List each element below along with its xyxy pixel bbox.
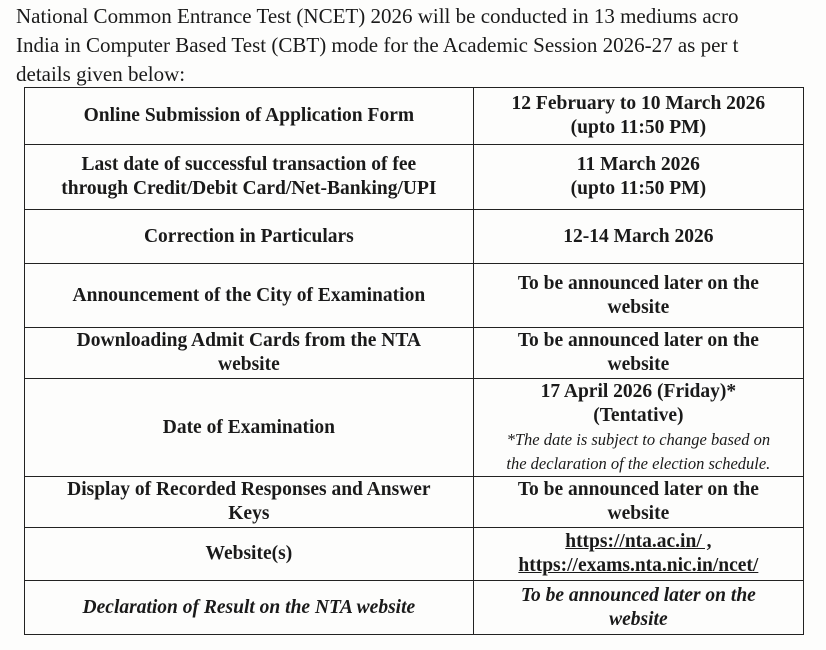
website-link-nta[interactable]: https://nta.ac.in/ , [565, 531, 712, 552]
date-value: 11 March 2026 [576, 154, 700, 175]
event-label: Keys [228, 503, 270, 524]
intro-paragraph [16, 2, 826, 89]
date-value: (Tentative) [593, 404, 684, 426]
date-cell [473, 328, 803, 379]
table-row [25, 581, 804, 635]
date-value: website [607, 296, 670, 318]
date-footnote: the declaration of the election schedule. [506, 453, 771, 473]
date-cell [473, 477, 803, 528]
table-row [25, 210, 804, 264]
event-cell [25, 88, 474, 145]
date-value: website [607, 354, 670, 375]
event-cell [25, 145, 474, 210]
date-value: 12-14 March 2026 [563, 225, 714, 247]
date-value: (upto 11:50 PM) [570, 178, 707, 199]
event-cell [25, 328, 474, 379]
table-row [25, 528, 804, 581]
event-cell [25, 210, 474, 264]
table-row [25, 477, 804, 528]
event-label: through Credit/Debit Card/Net-Banking/UPI [61, 178, 437, 199]
date-cell [473, 210, 803, 264]
date-footnote: *The date is subject to change based on [506, 429, 771, 449]
table-row [25, 379, 804, 477]
date-cell [473, 88, 803, 145]
date-value: 12 February to 10 March 2026 [511, 93, 766, 114]
event-label: Declaration of Result on the NTA website [82, 596, 416, 618]
date-cell [473, 145, 803, 210]
date-value: To be announced later on the [517, 272, 759, 294]
intro-line: India in Computer Based Test (CBT) mode for the Academic Session 2026-27 as per t [16, 33, 739, 57]
event-label: Date of Examination [162, 416, 335, 438]
event-label: website [217, 354, 280, 375]
event-cell [25, 581, 474, 635]
date-value: To be announced later on the [520, 584, 756, 606]
event-label: Online Submission of Application Form [83, 105, 415, 126]
date-value: website [607, 503, 670, 524]
intro-line: details given below: [16, 62, 186, 86]
event-label: Display of Recorded Responses and Answer [67, 479, 431, 500]
table-row [25, 328, 804, 379]
date-value: 17 April 2026 (Friday)* [540, 380, 737, 402]
event-label: Website(s) [205, 543, 293, 564]
date-cell [473, 528, 803, 581]
date-value: To be announced later on the [517, 330, 759, 351]
event-cell [25, 477, 474, 528]
date-cell [473, 581, 803, 635]
date-cell [473, 379, 803, 477]
event-cell [25, 528, 474, 581]
event-label: Last date of successful transaction of fee [81, 154, 417, 175]
date-cell [473, 264, 803, 328]
event-label: Correction in Particulars [143, 225, 354, 247]
date-value: website [609, 608, 668, 630]
intro-line: National Common Entrance Test (NCET) 2026 will be conducted in 13 mediums acro [16, 4, 739, 28]
table-row [25, 145, 804, 210]
event-label: Downloading Admit Cards from the NTA [76, 330, 422, 351]
event-cell [25, 264, 474, 328]
date-value: (upto 11:50 PM) [570, 117, 707, 138]
schedule-table [24, 87, 804, 635]
table-row [25, 88, 804, 145]
table-row [25, 264, 804, 328]
event-cell [25, 379, 474, 477]
website-link-ncet[interactable]: https://exams.nta.nic.in/ncet/ [518, 555, 759, 576]
date-value: To be announced later on the [517, 479, 759, 500]
event-label: Announcement of the City of Examination [72, 284, 426, 306]
